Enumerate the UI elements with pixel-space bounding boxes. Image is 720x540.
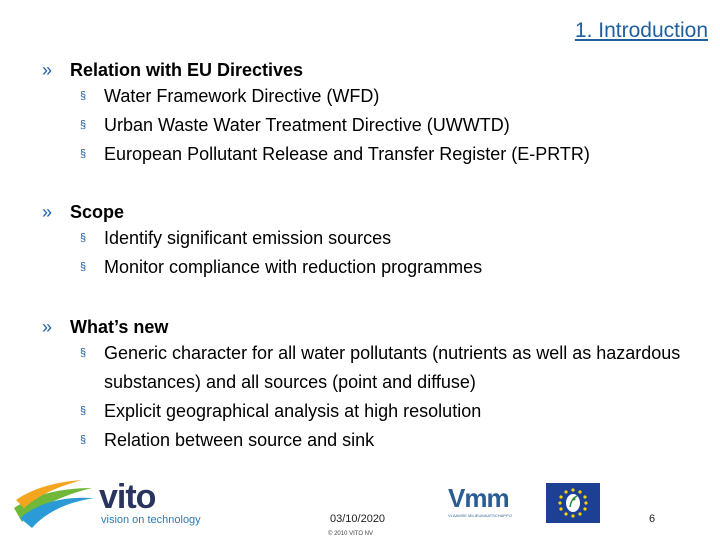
- square-bullet-icon: §: [80, 405, 87, 417]
- list-item: § Identify significant emission sources: [42, 224, 684, 253]
- chevron-bullet-icon: »: [42, 60, 53, 80]
- section-heading: Relation with EU Directives: [70, 60, 304, 80]
- section-heading: Scope: [70, 202, 125, 222]
- vmm-wordmark: Vmm: [448, 483, 509, 513]
- slide-date: 03/10/2020: [330, 513, 386, 525]
- square-bullet-icon: §: [80, 119, 87, 131]
- vito-wordmark: vito: [99, 478, 156, 516]
- section-eu-directives: [42, 58, 684, 169]
- list-item: § Relation between source and sink: [42, 426, 684, 455]
- vito-swoosh-icon: [12, 478, 102, 530]
- copyright-text: © 2010 VITO NV: [328, 531, 373, 537]
- vito-tagline: vision on technology: [101, 514, 201, 526]
- chevron-bullet-icon: »: [42, 317, 53, 337]
- eu-life-logo: [546, 483, 600, 523]
- square-bullet-icon: §: [80, 148, 87, 160]
- square-bullet-icon: §: [80, 261, 87, 273]
- square-bullet-icon: §: [80, 434, 87, 446]
- list-item: § Monitor compliance with reduction programmes: [42, 253, 684, 282]
- square-bullet-icon: §: [80, 232, 87, 244]
- list-item: § Water Framework Directive (WFD): [42, 82, 684, 111]
- slide-title: 1. Introduction: [574, 19, 708, 42]
- vito-logo: [12, 478, 212, 530]
- chevron-bullet-icon: »: [42, 202, 53, 222]
- list-item: § Explicit geographical analysis at high resolution: [42, 397, 684, 426]
- section-heading: What’s new: [70, 317, 169, 337]
- section-whats-new: [42, 315, 684, 455]
- square-bullet-icon: §: [80, 90, 87, 102]
- list-item: § Generic character for all water pollutants (nutrients as well as hazardous substances) and all sources (point and diffuse): [42, 339, 684, 397]
- vmm-logo: [448, 483, 530, 523]
- vmm-tagline: VLAAMSE MILIEUMAATSCHAPPIJ: [448, 513, 512, 518]
- list-item: § Urban Waste Water Treatment Directive (UWWTD): [42, 111, 684, 140]
- page-number: 6: [649, 513, 656, 525]
- list-item: § European Pollutant Release and Transfer Register (E-PRTR): [42, 140, 684, 169]
- section-scope: [42, 200, 684, 282]
- eu-flag-icon: [546, 483, 600, 523]
- square-bullet-icon: §: [80, 347, 87, 359]
